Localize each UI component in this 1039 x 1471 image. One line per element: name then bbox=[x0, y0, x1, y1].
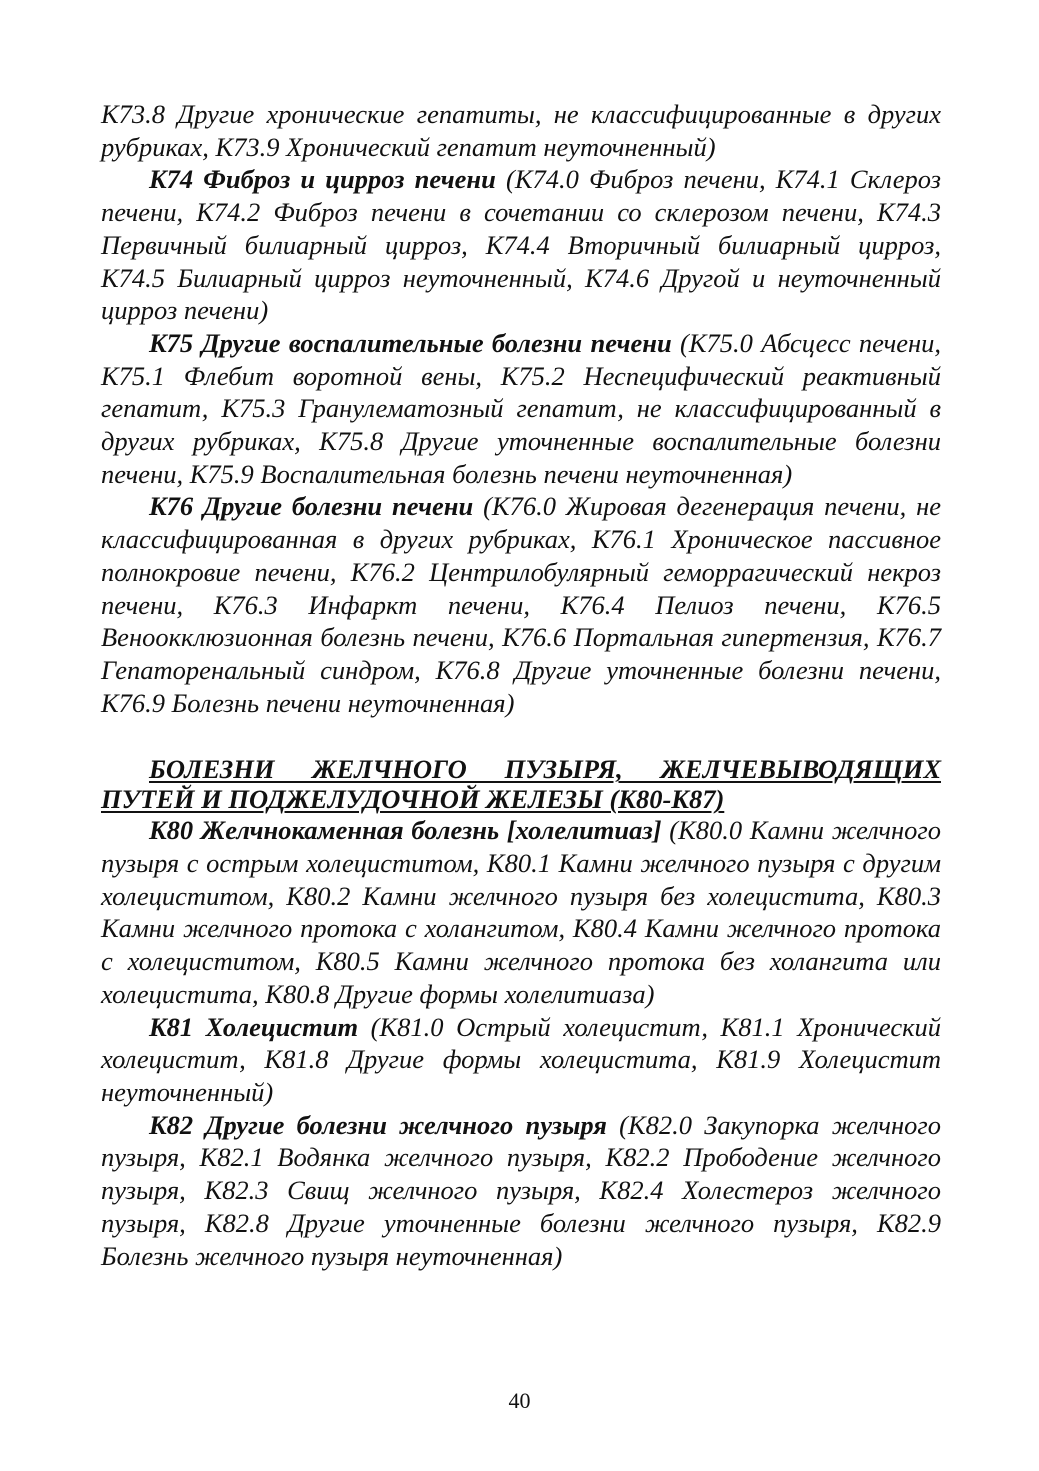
paragraph-body: (K74.0 Фиброз печени, K74.1 Склероз печени, K74.2 Фиброз печени в сочетании со склерозом печени, K74.3 Первичный билиарный цирроз, K74.4 Вторичный билиарный цирроз, K74.5 Билиарный цирроз неуточненный, K74.6 Другой и неуточненный цирроз печени) bbox=[101, 164, 941, 326]
paragraph-k82 bbox=[101, 1109, 941, 1273]
paragraph-heading: K74 Фиброз и цирроз печени bbox=[149, 164, 496, 195]
section-title-line-1: БОЛЕЗНИ ЖЕЛЧНОГО ПУЗЫРЯ, ЖЕЛЧЕВЫВОДЯЩИХ bbox=[149, 754, 941, 785]
paragraph-k76 bbox=[101, 490, 941, 719]
paragraph-k73-continuation bbox=[101, 98, 941, 163]
page-number: 40 bbox=[508, 1388, 531, 1413]
paragraph-body: (K80.0 Камни желчного пузыря с острым холециститом, K80.1 Камни желчного пузыря с другим холециститом, K80.2 Камни желчного пузыря без холецистита, K80.3 Камни желчного протока с холангитом, K80.4 Камни желчного протока с холециститом, K80.5 Камни желчного протока без холангита или холецистита, K80.8 Другие формы холелитиаза) bbox=[101, 815, 941, 1009]
paragraph-heading: K82 Другие болезни желчного пузыря bbox=[149, 1109, 607, 1140]
paragraph-body: (K81.0 Острый холецистит, K81.1 Хронический холецистит, K81.8 Другие формы холецистита, K81.9 Холецистит неуточненный) bbox=[101, 1011, 941, 1107]
section-title-line-2: ПУТЕЙ И ПОДЖЕЛУДОЧНОЙ ЖЕЛЕЗЫ (K80-K87) bbox=[101, 784, 725, 815]
paragraph-body: K73.8 Другие хронические гепатиты, не классифицированные в других рубриках, K73.9 Хронический гепатит неуточненный) bbox=[101, 99, 941, 162]
section-title bbox=[101, 754, 941, 814]
paragraph-body: (K75.0 Абсцесс печени, K75.1 Флебит воротной вены, K75.2 Неспецифический реактивный гепатит, K75.3 Гранулематозный гепатит, не классифицированный в других рубриках, K75.8 Другие уточненные воспалительные болезни печени, K75.9 Воспалительная болезнь печени неуточненная) bbox=[101, 327, 941, 489]
paragraph-heading: K81 Холецистит bbox=[149, 1011, 359, 1042]
paragraph-k80 bbox=[101, 814, 941, 1010]
paragraph-k74 bbox=[101, 163, 941, 327]
paragraph-heading: K75 Другие воспалительные болезни печени bbox=[149, 327, 672, 358]
paragraph-body: (K76.0 Жировая дегенерация печени, не классифицированная в других рубриках, K76.1 Хроническое пассивное полнокровие печени, K76.2 Центрилобулярный геморрагический некроз печени, K76.3 Инфаркт печени, K76.4 Пелиоз печени, K76.5 Веноокклюзионная болезнь печени, K76.6 Портальная гипертензия, K76.7 Гепаторенальный синдром, K76.8 Другие уточненные болезни печени, K76.9 Болезнь печени неуточненная) bbox=[101, 491, 941, 718]
paragraph-body: (K82.0 Закупорка желчного пузыря, K82.1 Водянка желчного пузыря, K82.2 Прободение желчного пузыря, K82.3 Свищ желчного пузыря, K82.4 Холестероз желчного пузыря, K82.8 Другие уточненные болезни желчного пузыря, K82.9 Болезнь желчного пузыря неуточненная) bbox=[101, 1109, 941, 1271]
page-content bbox=[101, 98, 941, 1272]
paragraph-k81 bbox=[101, 1011, 941, 1109]
paragraph-k75 bbox=[101, 327, 941, 491]
paragraph-heading: K80 Желчнокаменная болезнь [холелитиаз] bbox=[149, 815, 662, 846]
paragraph-heading: K76 Другие болезни печени bbox=[149, 491, 474, 522]
